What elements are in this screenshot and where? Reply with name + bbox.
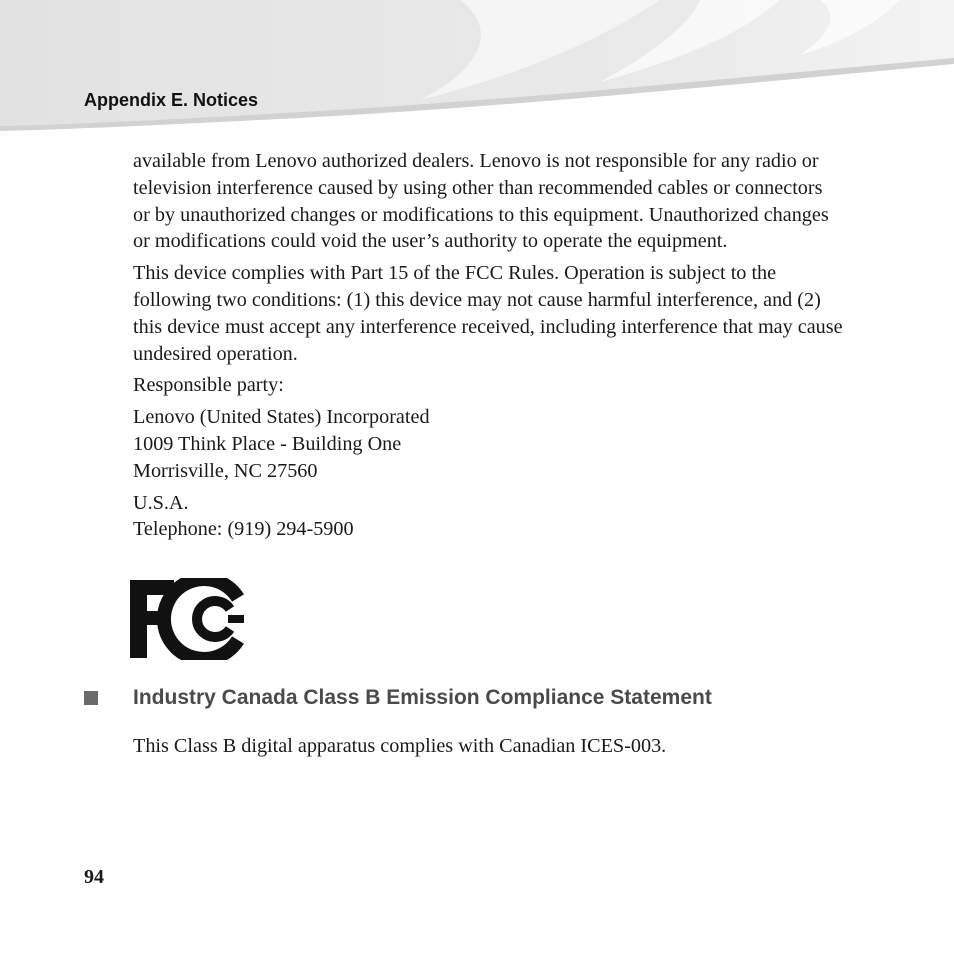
section-heading-industry-canada (84, 686, 884, 710)
address-line: 1009 Think Place - Building One (133, 432, 402, 455)
paragraph-fcc-part15: This device complies with Part 15 of the FCC Rules. Operation is subject to the following two conditions: (1) this device may not cause harmful interference, and (2) this device must accept any interference received, including interference that may cause undesired operation. (133, 262, 843, 365)
body-text (133, 148, 843, 548)
square-bullet-icon (84, 691, 98, 705)
section-body-ices: This Class B digital apparatus complies with Canadian ICES-003. (133, 735, 667, 757)
paragraph-interference: available from Lenovo authorized dealers. Lenovo is not responsible for any radio or television interference caused by using other than recommended cables or connectors or by unauthorized changes or modifications to this equipment. Unauthorized changes or modifications could void the user’s authority to operate the equipment. (133, 150, 829, 253)
header-swoosh-band (0, 0, 954, 135)
telephone-line: Telephone: (919) 294-5900 (133, 518, 354, 541)
fcc-logo-icon (130, 578, 244, 660)
running-header: Appendix E. Notices (84, 90, 259, 110)
page-number: 94 (84, 866, 104, 888)
country-line: U.S.A. (133, 491, 189, 514)
address-line: Morrisville, NC 27560 (133, 459, 318, 482)
address-block (133, 404, 843, 484)
responsible-party-label: Responsible party: (133, 374, 284, 397)
section-heading-text: Industry Canada Class B Emission Compliance Statement (133, 686, 712, 709)
contact-block (133, 490, 843, 544)
address-line: Lenovo (United States) Incorporated (133, 406, 430, 429)
